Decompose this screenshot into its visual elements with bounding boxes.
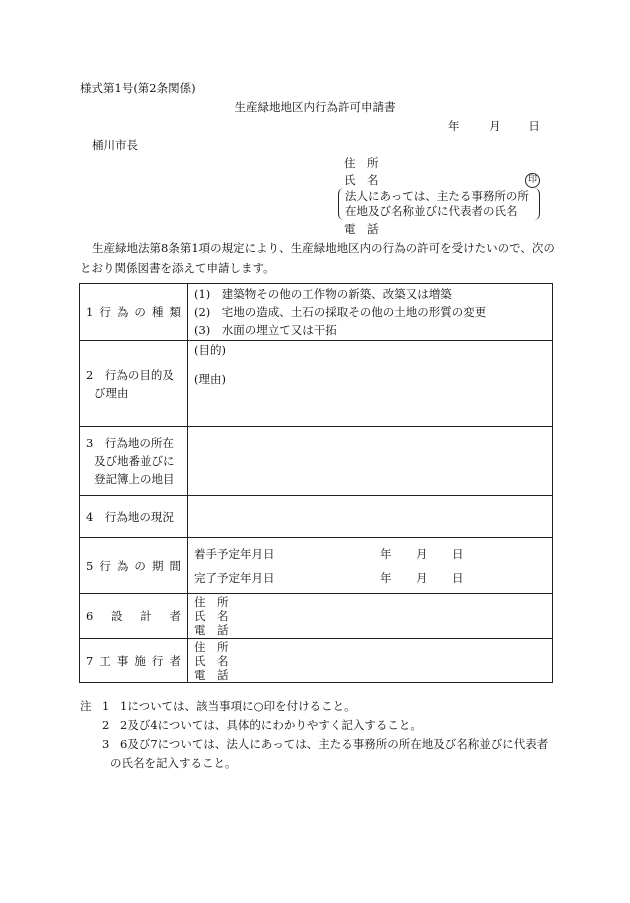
label-char: 施 bbox=[134, 653, 146, 668]
label-char: 間 bbox=[169, 558, 181, 573]
applicant-address-label: 住 所 bbox=[344, 156, 379, 170]
label-num: 7 bbox=[86, 653, 94, 668]
start-date-label: 着手予定年月日 bbox=[194, 546, 275, 561]
label-char: 行 bbox=[99, 558, 111, 573]
note-text: の氏名を記入すること。 bbox=[110, 756, 237, 770]
label-location-line2: 及び地番並びに bbox=[94, 454, 175, 468]
location-field[interactable] bbox=[188, 427, 553, 496]
end-month: 月 bbox=[416, 570, 428, 585]
date-day: 日 bbox=[528, 119, 540, 133]
label-action-type bbox=[80, 284, 188, 341]
note-number: 1 bbox=[102, 699, 110, 713]
label-purpose bbox=[80, 341, 188, 427]
row-site-status bbox=[80, 496, 553, 538]
option-building[interactable]: (1) 建築物その他の工作物の新築、改築又は増築 bbox=[194, 287, 452, 301]
addressee: 桶川市長 bbox=[92, 138, 138, 152]
label-purpose-line2: び理由 bbox=[94, 385, 129, 400]
purpose-sublabel: (目的) bbox=[194, 343, 226, 357]
label-num: 6 bbox=[86, 609, 94, 623]
label-location-line3: 登記簿上の地目 bbox=[94, 472, 175, 486]
note-text: 6及び7については、法人にあっては、主たる事務所の所在地及び名称並びに代表者 bbox=[120, 737, 549, 751]
label-char: 計 bbox=[140, 609, 152, 623]
builder-name-label: 氏 名 bbox=[194, 653, 229, 668]
applicant-name-label: 氏 名 bbox=[344, 173, 379, 187]
label-char: 行 bbox=[151, 653, 164, 668]
purpose-field[interactable] bbox=[188, 341, 553, 427]
row-location bbox=[80, 427, 553, 496]
label-char: 設 bbox=[111, 609, 123, 623]
label-char: 事 bbox=[116, 653, 129, 668]
label-site-status: 4 行為地の現況 bbox=[80, 496, 188, 538]
designer-name-label: 氏 名 bbox=[194, 609, 229, 623]
row-action-type bbox=[80, 284, 553, 341]
site-status-field[interactable] bbox=[188, 496, 553, 538]
row-purpose bbox=[80, 341, 553, 427]
end-year: 年 bbox=[380, 570, 392, 585]
label-char: 工 bbox=[99, 653, 111, 668]
application-table bbox=[79, 283, 553, 683]
intro-text: 生産緑地法第8条第1項の規定により、生産緑地地区内の行為の許可を受けたいので、次のとおり関係図書を添えて申請します。 bbox=[80, 241, 555, 275]
label-num: 1 bbox=[86, 305, 94, 319]
applicant-corporate-note bbox=[338, 188, 540, 220]
application-date bbox=[448, 120, 540, 134]
label-designer bbox=[80, 594, 188, 639]
label-builder bbox=[80, 639, 188, 683]
label-char: の bbox=[134, 305, 146, 319]
period-field[interactable] bbox=[188, 538, 553, 594]
option-land-development[interactable]: (2) 宅地の造成、土石の採取その他の土地の形質の変更 bbox=[194, 305, 487, 319]
note-text: 1については、該当事項に○印を付けること。 bbox=[120, 699, 356, 713]
end-date-line[interactable] bbox=[194, 566, 552, 590]
label-char: 者 bbox=[169, 609, 181, 623]
label-char: 類 bbox=[169, 305, 181, 319]
designer-field[interactable] bbox=[188, 594, 553, 639]
label-period bbox=[80, 538, 188, 594]
note-number: 2 bbox=[102, 718, 110, 732]
start-date-line[interactable] bbox=[194, 542, 552, 566]
note-text: 2及び4については、具体的にわかりやすく記入すること。 bbox=[120, 718, 422, 732]
applicant-phone-label: 電 話 bbox=[344, 222, 379, 236]
label-char: 者 bbox=[169, 653, 181, 668]
designer-phone-label: 電 話 bbox=[194, 623, 229, 637]
label-char: 期 bbox=[151, 558, 164, 573]
notes-head: 注 bbox=[80, 699, 92, 713]
date-month: 月 bbox=[489, 119, 501, 133]
builder-address-label: 住 所 bbox=[194, 639, 229, 654]
start-year: 年 bbox=[380, 546, 392, 561]
label-char: 行 bbox=[99, 305, 111, 319]
applicant-note-line2: 在地及び名称並びに代表者の氏名 bbox=[345, 204, 518, 218]
builder-field[interactable] bbox=[188, 639, 553, 683]
start-month: 月 bbox=[416, 546, 428, 561]
date-year: 年 bbox=[448, 119, 460, 133]
row-period bbox=[80, 538, 553, 594]
designer-address-label: 住 所 bbox=[194, 595, 229, 609]
label-char: 種 bbox=[151, 305, 164, 319]
label-location-line1: 3 行為地の所在 bbox=[86, 436, 174, 450]
document-title: 生産緑地地区内行為許可申請書 bbox=[234, 100, 396, 114]
note-number: 3 bbox=[102, 737, 110, 751]
builder-phone-label: 電 話 bbox=[194, 667, 229, 682]
seal-mark: 印 bbox=[525, 173, 540, 188]
row-designer bbox=[80, 594, 553, 639]
end-day: 日 bbox=[452, 570, 464, 585]
label-char: 為 bbox=[116, 558, 129, 573]
reason-sublabel: (理由) bbox=[194, 371, 226, 386]
label-num: 5 bbox=[86, 558, 94, 573]
end-date-label: 完了予定年月日 bbox=[194, 570, 275, 585]
label-char: の bbox=[134, 558, 146, 573]
row-builder bbox=[80, 639, 553, 683]
label-char: 為 bbox=[116, 305, 129, 319]
form-number: 様式第1号(第2条関係) bbox=[80, 81, 196, 95]
label-purpose-line1: 2 行為の目的及 bbox=[86, 367, 174, 382]
applicant-note-line1: 法人にあっては、主たる事務所の所 bbox=[345, 189, 529, 203]
action-type-options[interactable] bbox=[188, 284, 553, 341]
option-reclamation[interactable]: (3) 水面の埋立て又は干拓 bbox=[194, 323, 337, 337]
label-location bbox=[80, 427, 188, 496]
start-day: 日 bbox=[452, 546, 464, 561]
